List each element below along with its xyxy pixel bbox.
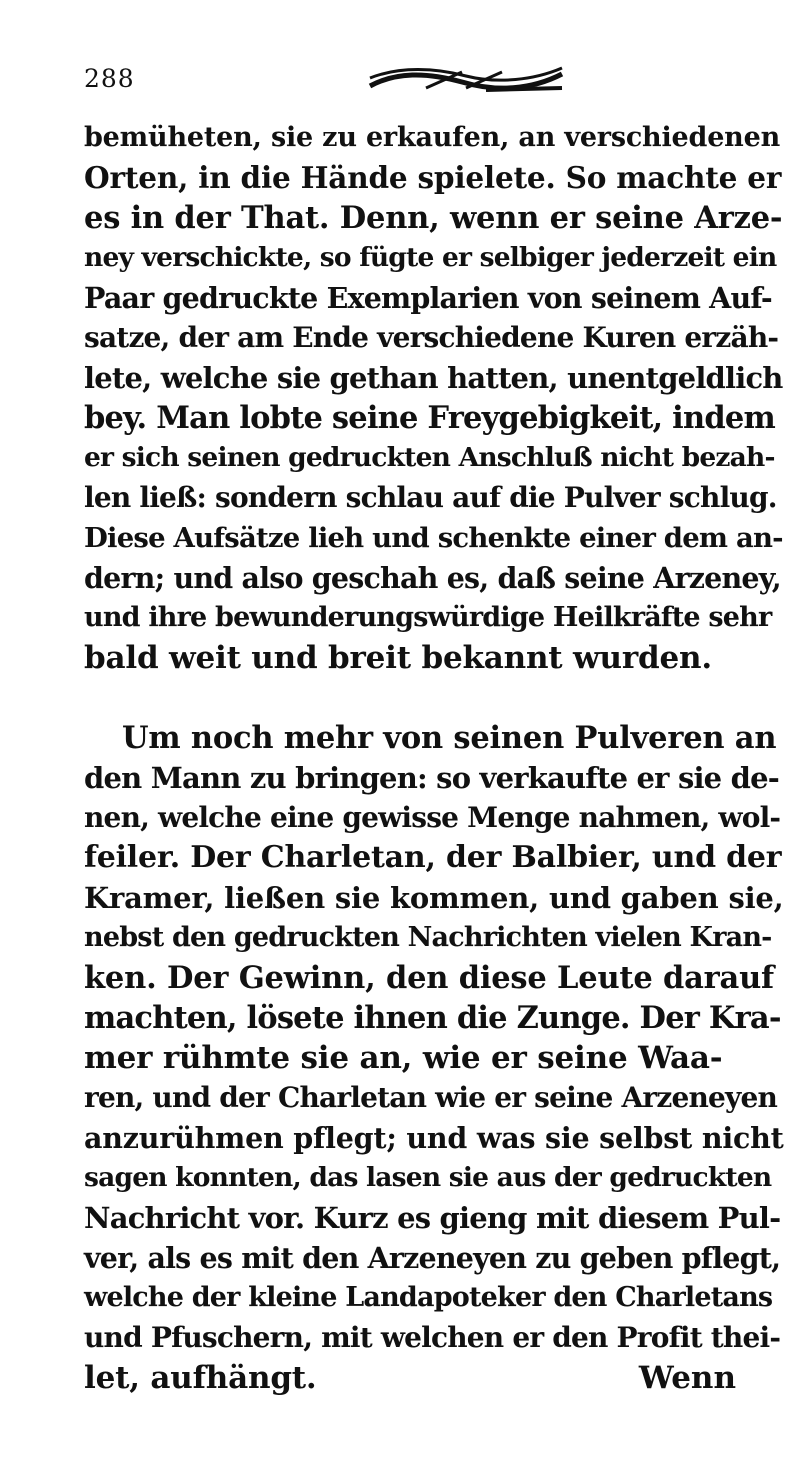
page-number: 288 [84,64,135,93]
text-line: let, aufhängt. [84,1360,317,1396]
text-line: feiler. Der Charletan, der Balbier, und der [84,840,782,875]
text-line: den Mann zu bringen: so verkaufte er sie de- [84,761,779,795]
text-line: Paar gedruckte Exemplarien von seinem Auf- [84,281,772,315]
text-line: nebst den gedruckten Nachrichten vielen Kran- [84,922,772,953]
paragraph-gap [84,678,784,718]
text-line: und ihre bewunderungswürdige Heilkräfte sehr [84,602,772,633]
text-line: es in der That. Denn, wenn er seine Arze- [84,200,783,236]
text-line: welche der kleine Landapoteker den Charletans [84,1282,773,1313]
text-line: bey. Man lobte seine Freygebigkeit, indem [84,400,775,436]
text-line: er sich seinen gedruckten Anschluß nicht bezah- [84,442,775,473]
text-line: mer rühmte sie an, wie er seine Waa- [84,1040,723,1076]
text-line: ken. Der Gewinn, den diese Leute darauf [84,960,774,996]
text-line: und Pfuschern, mit welchen er den Profit thei- [84,1321,781,1354]
text-line: machten, lösete ihnen die Zunge. Der Kra- [84,1000,781,1036]
catchword: Wenn [638,1360,736,1396]
text-line: Diese Aufsätze lieh und schenkte einer dem an- [84,522,783,554]
double-wave-ornament-icon [366,64,566,96]
text-line: Um noch mehr von seinen Pulveren an [122,720,777,756]
text-line: bald weit und breit bekannt wurden. [84,640,712,676]
text-line: len ließ: sondern schlau auf die Pulver schlug. [84,481,777,514]
text-line: sagen konnten, das lasen sie aus der gedruckten [84,1162,772,1193]
text-line: Orten, in die Hände spielete. So machte er [84,160,782,195]
text-line: ren, und der Charletan wie er seine Arzeneyen [84,1081,778,1114]
text-line: anzurühmen pflegt; und was sie selbst nicht [84,1121,784,1155]
text-line: ver, als es mit den Arzeneyen zu geben pflegt, [84,1241,781,1275]
text-line: dern; und also geschah es, daß seine Arzeney, [84,561,781,595]
text-line: satze, der am Ende verschiedene Kuren erzäh- [84,321,779,354]
text-line: nen, welche eine gewisse Menge nahmen, wol- [84,801,781,834]
body-text [84,118,784,1398]
text-line: Nachricht vor. Kurz es gieng mit diesem Pul- [84,1201,781,1235]
text-line: bemüheten, sie zu erkaufen, an verschiedenen [84,122,781,153]
text-line: ney verschickte, so fügte er selbiger jederzeit ein [84,242,777,273]
text-line: lete, welche sie gethan hatten, unentgeldlich [84,361,783,395]
text-line: Kramer, ließen sie kommen, und gaben sie, [84,881,784,915]
